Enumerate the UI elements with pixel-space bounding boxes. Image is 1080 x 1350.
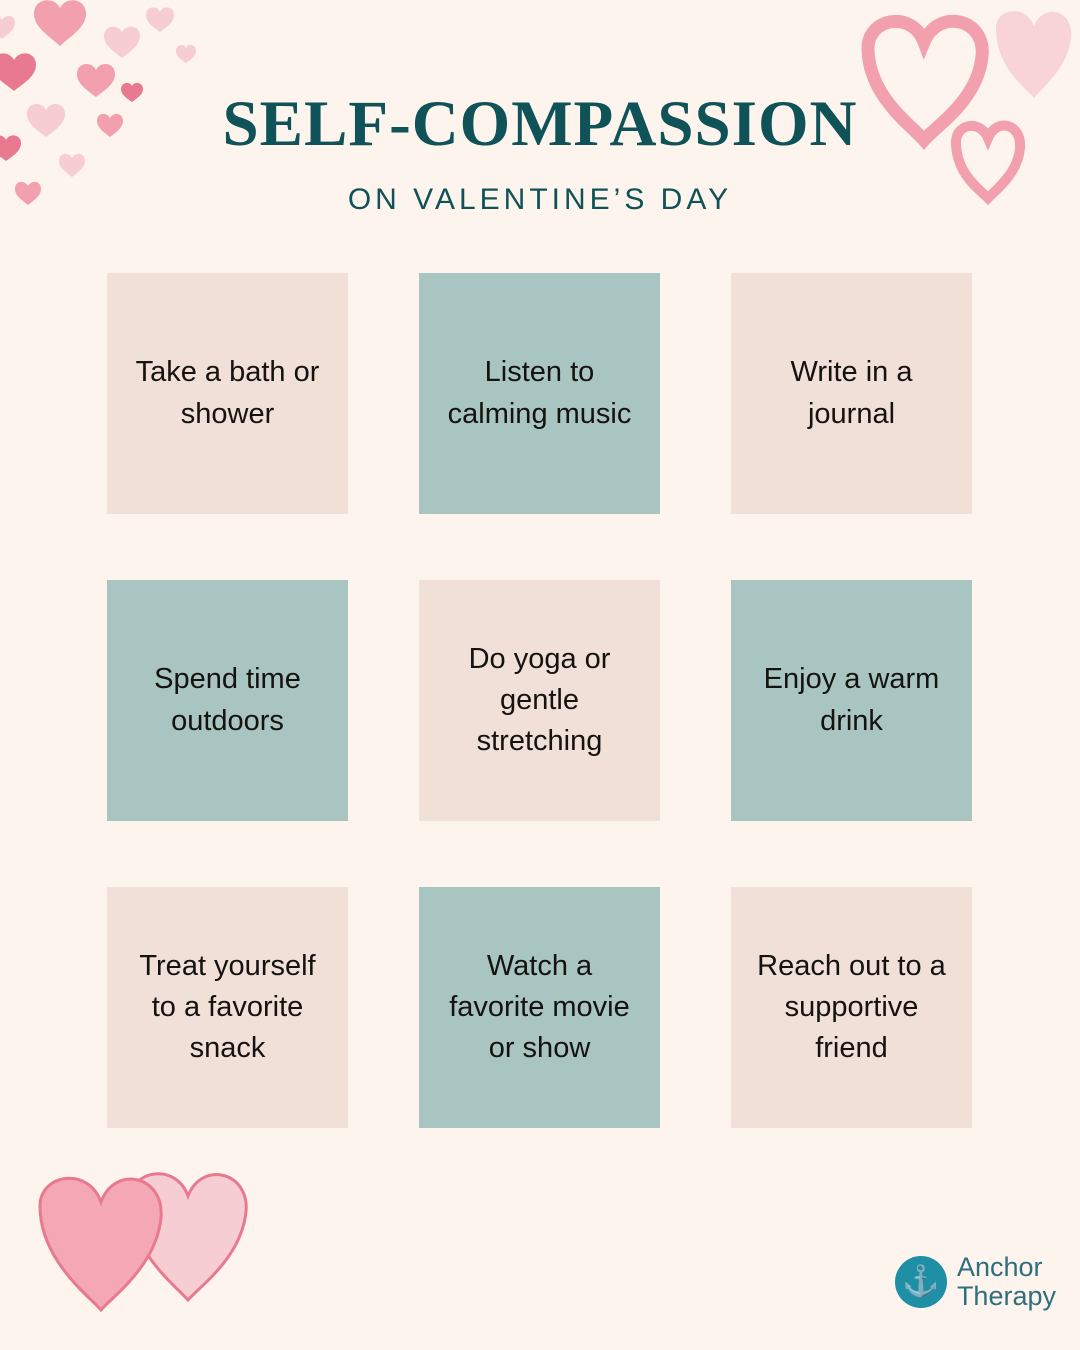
card-label: Write in a journal xyxy=(790,356,913,430)
page-subtitle: ON VALENTINE’S DAY xyxy=(347,183,733,216)
brand-name-line2: Therapy xyxy=(956,1280,1056,1311)
card-item xyxy=(419,273,660,514)
card-label: Spend time outdoors xyxy=(154,663,301,737)
brand-logo xyxy=(895,1253,1056,1310)
card-item xyxy=(419,580,660,821)
brand-name-line1: Anchor xyxy=(956,1252,1043,1283)
card-item xyxy=(419,887,660,1128)
outline-heart-icon xyxy=(30,1150,320,1330)
header xyxy=(0,0,1080,217)
page-title: SELF-COMPASSION xyxy=(222,88,858,160)
card-item xyxy=(107,580,348,821)
bottom-left-hearts-decoration xyxy=(30,1150,320,1330)
card-label: Listen to calming music xyxy=(447,356,632,430)
brand-name xyxy=(957,1253,1056,1310)
card-label: Treat yourself to a favorite snack xyxy=(139,949,316,1065)
card-label: Do yoga or gentle stretching xyxy=(468,642,611,758)
card-label: Enjoy a warm drink xyxy=(763,663,940,737)
card-label: Watch a favorite movie or show xyxy=(449,949,630,1065)
card-label: Reach out to a supportive friend xyxy=(757,949,946,1065)
card-label: Take a bath or shower xyxy=(135,356,320,430)
card-item xyxy=(731,273,972,514)
card-item xyxy=(731,580,972,821)
anchor-icon: ⚓ xyxy=(895,1256,947,1308)
card-item xyxy=(731,887,972,1128)
card-item xyxy=(107,887,348,1128)
self-compassion-card-grid xyxy=(107,273,973,1128)
card-item xyxy=(107,273,348,514)
